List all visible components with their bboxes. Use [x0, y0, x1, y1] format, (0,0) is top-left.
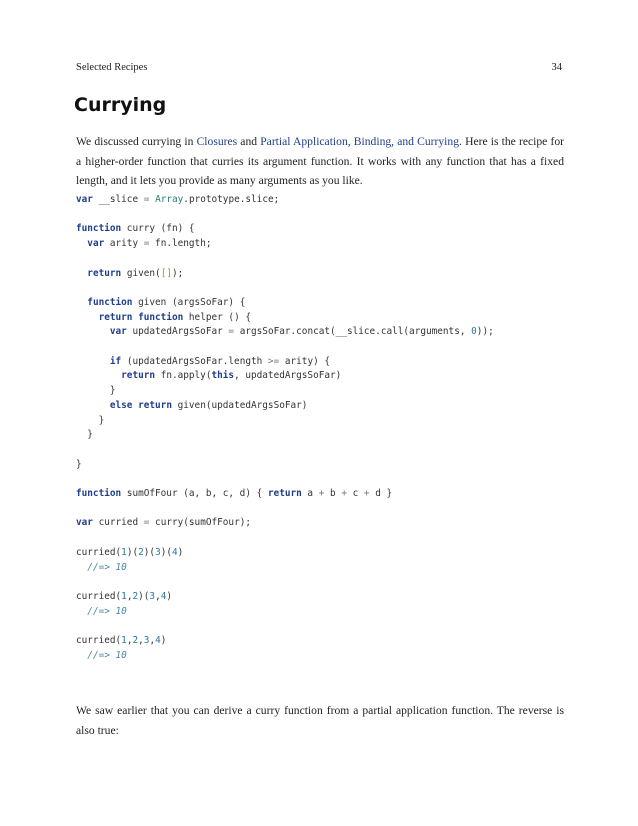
code-token: this	[211, 370, 235, 382]
code-token: d }	[369, 488, 393, 500]
code-line	[76, 459, 82, 470]
code-line	[76, 238, 212, 249]
page-number: 34	[551, 62, 562, 73]
code-token	[76, 400, 110, 411]
code-line	[76, 268, 183, 279]
code-line	[76, 591, 172, 602]
code-token: fn.length;	[149, 238, 212, 250]
code-token: ,	[149, 635, 156, 647]
code-line	[76, 370, 341, 381]
code-token: +	[363, 488, 370, 500]
code-token: []	[160, 267, 172, 279]
code-token: function	[76, 223, 122, 235]
code-token: (updatedArgsSoFar.length	[121, 355, 268, 367]
code-token: argsSoFar.concat(__slice.call(arguments,	[234, 326, 472, 338]
code-token: curried(	[76, 590, 122, 602]
code-token: )(	[160, 546, 173, 558]
code-token: given(updatedArgsSoFar)	[171, 399, 308, 411]
code-token: ,	[126, 590, 133, 602]
code-line	[76, 356, 330, 367]
code-token: else	[109, 399, 133, 411]
code-token: curried(	[76, 546, 122, 558]
code-line	[76, 223, 195, 234]
code-token: given(	[121, 267, 161, 279]
code-token: 2	[132, 635, 139, 647]
code-token: //=> 10	[87, 605, 127, 617]
code-line	[76, 650, 127, 661]
code-token: return	[98, 311, 133, 323]
code-token: )	[160, 635, 167, 647]
code-token: =	[143, 517, 150, 529]
code-token: var	[109, 326, 127, 338]
code-token: __slice	[92, 194, 144, 205]
code-token: >=	[267, 355, 280, 367]
code-token: //=> 10	[87, 561, 127, 573]
code-token: 2	[138, 546, 144, 558]
code-line	[76, 606, 127, 617]
code-token: b	[324, 488, 342, 500]
code-token: 4	[155, 635, 161, 647]
closures-link[interactable]: Closures	[196, 135, 238, 148]
code-token: ,	[138, 635, 144, 647]
code-token: a	[301, 488, 319, 500]
code-token: 0	[471, 326, 477, 338]
code-token: curry(sumOfFour);	[149, 517, 252, 529]
code-token: return	[138, 399, 172, 411]
code-token: function	[138, 311, 184, 323]
code-listing	[76, 193, 494, 664]
code-line	[76, 194, 279, 205]
code-token: arity	[104, 238, 144, 250]
code-token: 3	[149, 590, 156, 602]
code-token	[76, 238, 87, 249]
code-token: var	[76, 517, 93, 529]
code-token: )	[166, 590, 173, 602]
code-token	[76, 297, 87, 308]
code-token: );	[171, 267, 184, 279]
code-token: 4	[160, 590, 167, 602]
intro-text-2: and	[237, 135, 261, 148]
code-token: Array	[155, 194, 184, 205]
code-token: return	[267, 488, 302, 500]
running-header-section: Selected Recipes	[76, 62, 148, 73]
code-line	[76, 297, 245, 308]
code-line	[76, 635, 166, 646]
code-token: given (argsSoFar) {	[132, 296, 246, 308]
code-token: //=> 10	[87, 649, 127, 661]
code-token: +	[318, 488, 325, 500]
code-token: function	[87, 296, 133, 308]
code-line	[76, 547, 183, 558]
code-line	[76, 400, 307, 411]
code-token: return	[87, 267, 122, 279]
code-token: updatedArgsSoFar	[126, 326, 229, 338]
code-token: 1	[121, 635, 127, 647]
code-token: 2	[132, 590, 139, 602]
intro-text-3: . Here is the recipe for a higher-order function that curries its argument function. It works with any function that has a fixed length, and it lets you provide as many arguments as you like.	[76, 135, 564, 187]
code-token	[76, 326, 110, 337]
code-token: ,	[155, 590, 161, 602]
code-token: +	[341, 488, 347, 500]
code-token	[76, 312, 99, 323]
code-token: 3	[143, 635, 150, 647]
code-token: )(	[138, 590, 150, 602]
code-token: var	[87, 238, 105, 250]
code-token	[76, 562, 87, 573]
code-token: curried(	[76, 635, 122, 647]
code-token: )(	[126, 546, 139, 558]
code-token: 1	[121, 546, 127, 558]
code-token: if	[109, 355, 122, 367]
closing-paragraph: We saw earlier that you can derive a curry function from a partial application function. The reverse is also true:	[76, 704, 564, 737]
code-line	[76, 517, 251, 528]
code-token: curried	[92, 517, 144, 529]
code-token: c	[346, 488, 364, 500]
code-token	[76, 606, 87, 617]
code-token: helper () {	[183, 311, 251, 323]
code-token: )	[177, 546, 184, 558]
code-line	[76, 312, 251, 323]
code-token: , updatedArgsSoFar)	[234, 370, 342, 382]
code-token: .prototype.slice;	[183, 194, 280, 205]
code-token	[76, 650, 87, 661]
code-token: }	[76, 458, 82, 470]
code-token: ,	[126, 635, 133, 647]
code-token: }	[76, 429, 93, 441]
code-token: )(	[143, 546, 156, 558]
intro-text-1: We discussed currying in	[76, 135, 197, 148]
code-line	[76, 415, 104, 426]
code-token	[76, 356, 110, 367]
code-token: var	[76, 194, 93, 205]
code-token: return	[121, 370, 156, 382]
section-title: Currying	[74, 94, 167, 116]
code-line	[76, 488, 392, 499]
code-token: function	[76, 488, 122, 500]
intro-paragraph	[76, 132, 564, 191]
code-token: =	[143, 238, 150, 250]
code-token: }	[76, 414, 105, 426]
code-token: =	[228, 326, 235, 338]
code-token: 4	[172, 546, 178, 558]
code-token	[76, 268, 87, 279]
code-token: curry (fn) {	[121, 223, 195, 235]
code-token: sumOfFour (a, b, c, d) {	[121, 488, 268, 500]
code-line	[76, 429, 93, 440]
code-token: 1	[121, 590, 127, 602]
code-token: =	[143, 194, 150, 205]
code-token: fn.apply(	[155, 370, 212, 382]
code-token: }	[76, 385, 116, 397]
code-line	[76, 562, 127, 573]
code-token: ));	[476, 326, 494, 338]
code-token	[76, 370, 121, 381]
code-line	[76, 385, 116, 396]
code-token: 3	[155, 546, 161, 558]
code-token: arity) {	[279, 355, 331, 367]
partial-application-link[interactable]: Partial Application, Binding, and Currying	[260, 135, 460, 148]
code-line	[76, 326, 494, 337]
